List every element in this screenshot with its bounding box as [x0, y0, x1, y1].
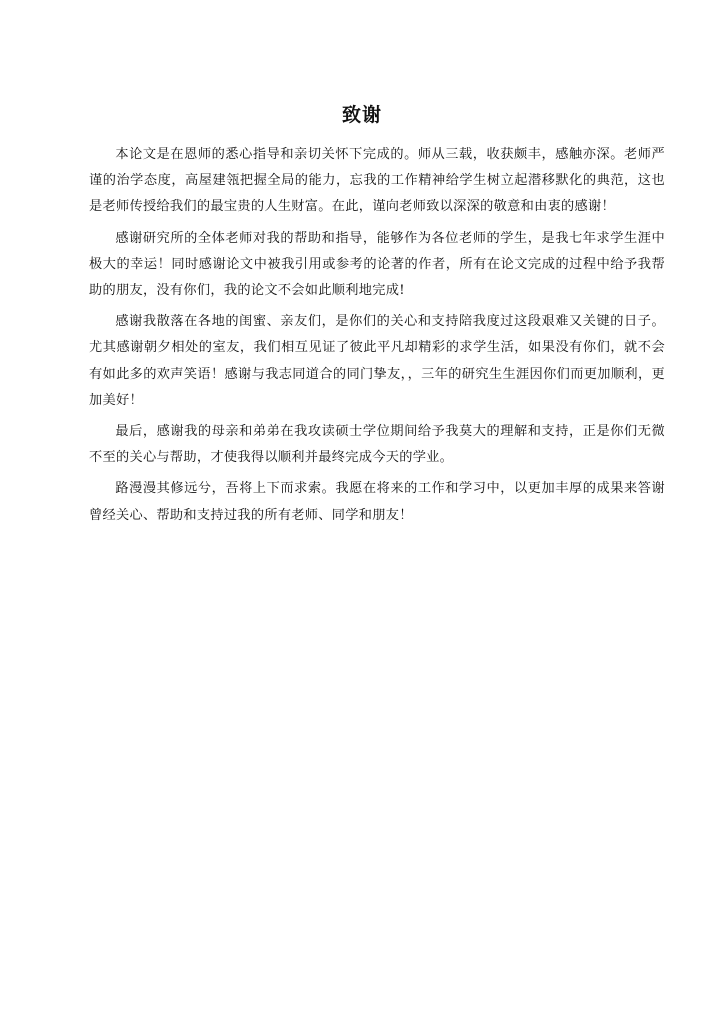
paragraph-5: 路漫漫其修远兮，吾将上下而求索。我愿在将来的工作和学习中，以更加丰厚的成果来答谢曾经关心、帮助和支持过我的所有老师、同学和朋友！	[89, 481, 665, 523]
paragraph-1: 本论文是在恩师的悉心指导和亲切关怀下完成的。师从三载，收获颇丰，感触亦深。老师严谨的治学态度，高屋建瓴把握全局的能力，忘我的工作精神给学生树立起潜移默化的典范，这也是老师传授给我们的最宝贵的人生财富。在此，谨向老师致以深深的敬意和由衷的感谢！	[89, 147, 665, 215]
paragraph-4: 最后，感谢我的母亲和弟弟在我攻读硕士学位期间给予我莫大的理解和支持，正是你们无微不至的关心与帮助，才使我得以顺利并最终完成今天的学业。	[89, 424, 665, 466]
page-title: 致谢	[341, 104, 382, 126]
paragraph-3: 感谢我散落在各地的闺蜜、亲友们，是你们的关心和支持陪我度过这段艰难又关键的日子。尤其感谢朝夕相处的室友，我们相互见证了彼此平凡却精彩的求学生活，如果没有你们，就不会有如此多的欢声笑语！感谢与我志同道合的同门挚友，，三年的研究生生涯因你们而更加顺利，更加美好！	[89, 314, 665, 408]
acknowledgement-body	[89, 142, 665, 534]
paragraph-2: 感谢研究所的全体老师对我的帮助和指导，能够作为各位老师的学生，是我七年求学生涯中极大的幸运！同时感谢论文中被我引用或参考的论著的作者，所有在论文完成的过程中给予我帮助的朋友，没有你们，我的论文不会如此顺利地完成!	[89, 230, 665, 299]
